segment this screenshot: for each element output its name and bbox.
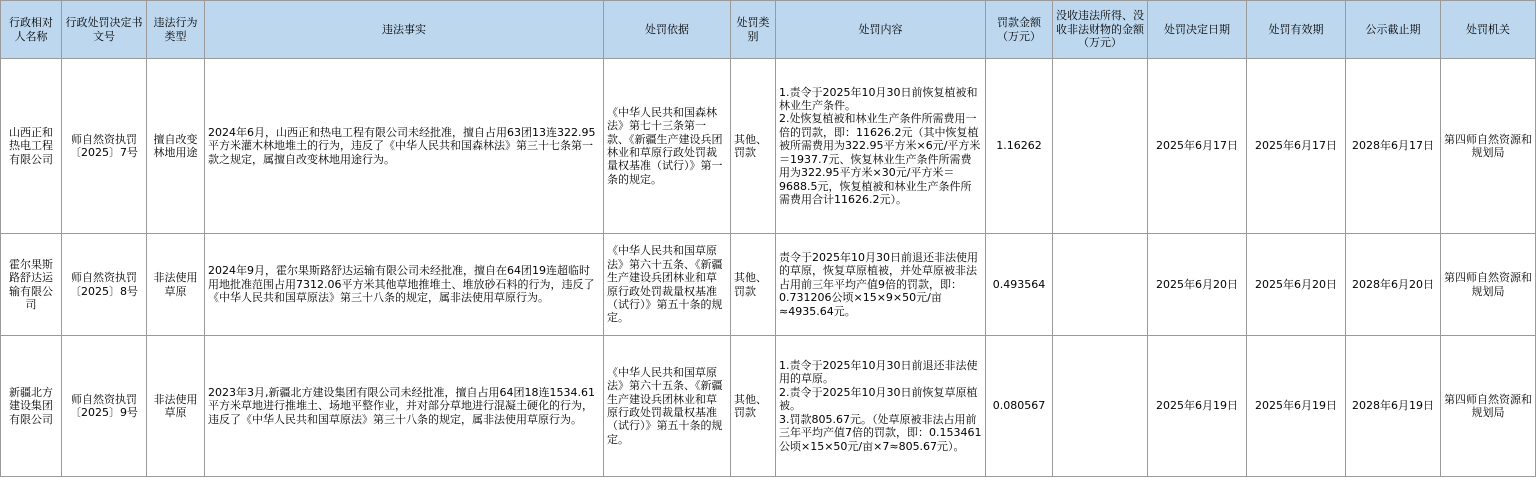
cell-authority[interactable]: 第四师自然资源和规划局 [1441,234,1536,336]
cell-violation-type[interactable]: 非法使用草原 [147,234,205,336]
header-doc-no[interactable]: 行政处罚决定书文号 [62,1,147,59]
cell-facts[interactable]: 2024年9月，霍尔果斯路舒达运输有限公司未经批准，擅自在64团19连超临时用地批准范围占用7312.06平方米其他草地推堆土、堆放砂石料的行为，违反了《中华人民共和国草原法》第三十八条的规定，属非法使用草原行为。 [205,234,604,336]
cell-valid-date[interactable]: 2025年6月19日 [1247,336,1346,477]
cell-category[interactable]: 其他、罚款 [731,234,776,336]
cell-name[interactable]: 新疆北方建设集团有限公司 [1,336,62,477]
cell-confiscated[interactable] [1053,59,1148,234]
cell-facts[interactable]: 2023年3月,新疆北方建设集团有限公司未经批准，擅自占用64团18连1534.61平方米草地进行推堆土、场地平整作业，并对部分草地进行混凝土硬化的行为，违反了《中华人民共和国草原法》第三十八条的规定，属非法使用草原行为。 [205,336,604,477]
header-row [1,1,1536,59]
cell-fine[interactable]: 0.080567 [986,336,1053,477]
header-confiscated[interactable]: 没收违法所得、没收非法财物的金额（万元） [1053,1,1148,59]
cell-fine[interactable]: 0.493564 [986,234,1053,336]
cell-violation-type[interactable]: 擅自改变林地用途 [147,59,205,234]
cell-basis[interactable]: 《中华人民共和国森林法》第七十三条第一款、《新疆生产建设兵团林业和草原行政处罚裁量权基准（试行）》第一条的规定。 [604,59,731,234]
cell-publish-end[interactable]: 2028年6月20日 [1346,234,1441,336]
cell-authority[interactable]: 第四师自然资源和规划局 [1441,59,1536,234]
table-row [1,59,1536,234]
cell-decision-date[interactable]: 2025年6月20日 [1148,234,1247,336]
cell-basis[interactable]: 《中华人民共和国草原法》第六十五条、《新疆生产建设兵团林业和草原行政处罚裁量权基准（试行）》第五十条的规定。 [604,234,731,336]
cell-fine[interactable]: 1.16262 [986,59,1053,234]
table-row [1,336,1536,477]
cell-doc-no[interactable]: 师自然资执罚〔2025〕8号 [62,234,147,336]
cell-category[interactable]: 其他、罚款 [731,336,776,477]
header-content[interactable]: 处罚内容 [776,1,986,59]
cell-decision-date[interactable]: 2025年6月17日 [1148,59,1247,234]
header-authority[interactable]: 处罚机关 [1441,1,1536,59]
cell-category[interactable]: 其他、罚款 [731,59,776,234]
cell-valid-date[interactable]: 2025年6月20日 [1247,234,1346,336]
header-basis[interactable]: 处罚依据 [604,1,731,59]
cell-name[interactable]: 山西正和热电工程有限公司 [1,59,62,234]
header-fine[interactable]: 罚款金额（万元） [986,1,1053,59]
cell-violation-type[interactable]: 非法使用草原 [147,336,205,477]
cell-doc-no[interactable]: 师自然资执罚〔2025〕7号 [62,59,147,234]
header-decision-date[interactable]: 处罚决定日期 [1148,1,1247,59]
header-category[interactable]: 处罚类别 [731,1,776,59]
cell-authority[interactable]: 第四师自然资源和规划局 [1441,336,1536,477]
cell-content[interactable]: 1.责令于2025年10月30日前退还非法使用的草原。 2.责令于2025年10月30日前恢复草原植被。 3.罚款805.67元。（处草原被非法占用前三年平均产值7倍的罚款，即：0.153461公顷×15×50元/亩×7≈805.67元）。 [776,336,986,477]
cell-facts[interactable]: 2024年6月，山西正和热电工程有限公司未经批准，擅自占用63团13连322.95平方米灌木林地堆土的行为，违反了《中华人民共和国森林法》第三十七条第一款之规定，属擅自改变林地用途行为。 [205,59,604,234]
cell-name[interactable]: 霍尔果斯路舒达运输有限公司 [1,234,62,336]
header-name[interactable]: 行政相对人名称 [1,1,62,59]
cell-content[interactable]: 责令于2025年10月30日前退还非法使用的草原，恢复草原植被，并处草原被非法占用前三年平均产值9倍的罚款，即：0.731206公顷×15×9×50元/亩≈4935.64元。 [776,234,986,336]
cell-content[interactable]: 1.责令于2025年10月30日前恢复植被和林业生产条件。 2.处恢复植被和林业生产条件所需费用一倍的罚款，即：11626.2元（其中恢复植被所需费用为322.95平方米×6元/平方米＝1937.7元、恢复林业生产条件所需费用为322.95平方米×30元/平方米＝9688.5元，恢复植被和林业生产条件所需费用合计11626.2元）。 [776,59,986,234]
cell-basis[interactable]: 《中华人民共和国草原法》第六十五条、《新疆生产建设兵团林业和草原行政处罚裁量权基准（试行）》第五十条的规定。 [604,336,731,477]
header-publish-end[interactable]: 公示截止期 [1346,1,1441,59]
header-violation-type[interactable]: 违法行为类型 [147,1,205,59]
cell-publish-end[interactable]: 2028年6月19日 [1346,336,1441,477]
cell-confiscated[interactable] [1053,234,1148,336]
cell-confiscated[interactable] [1053,336,1148,477]
cell-decision-date[interactable]: 2025年6月19日 [1148,336,1247,477]
header-valid-date[interactable]: 处罚有效期 [1247,1,1346,59]
table-row [1,234,1536,336]
cell-publish-end[interactable]: 2028年6月17日 [1346,59,1441,234]
cell-valid-date[interactable]: 2025年6月17日 [1247,59,1346,234]
cell-doc-no[interactable]: 师自然资执罚〔2025〕9号 [62,336,147,477]
header-facts[interactable]: 违法事实 [205,1,604,59]
